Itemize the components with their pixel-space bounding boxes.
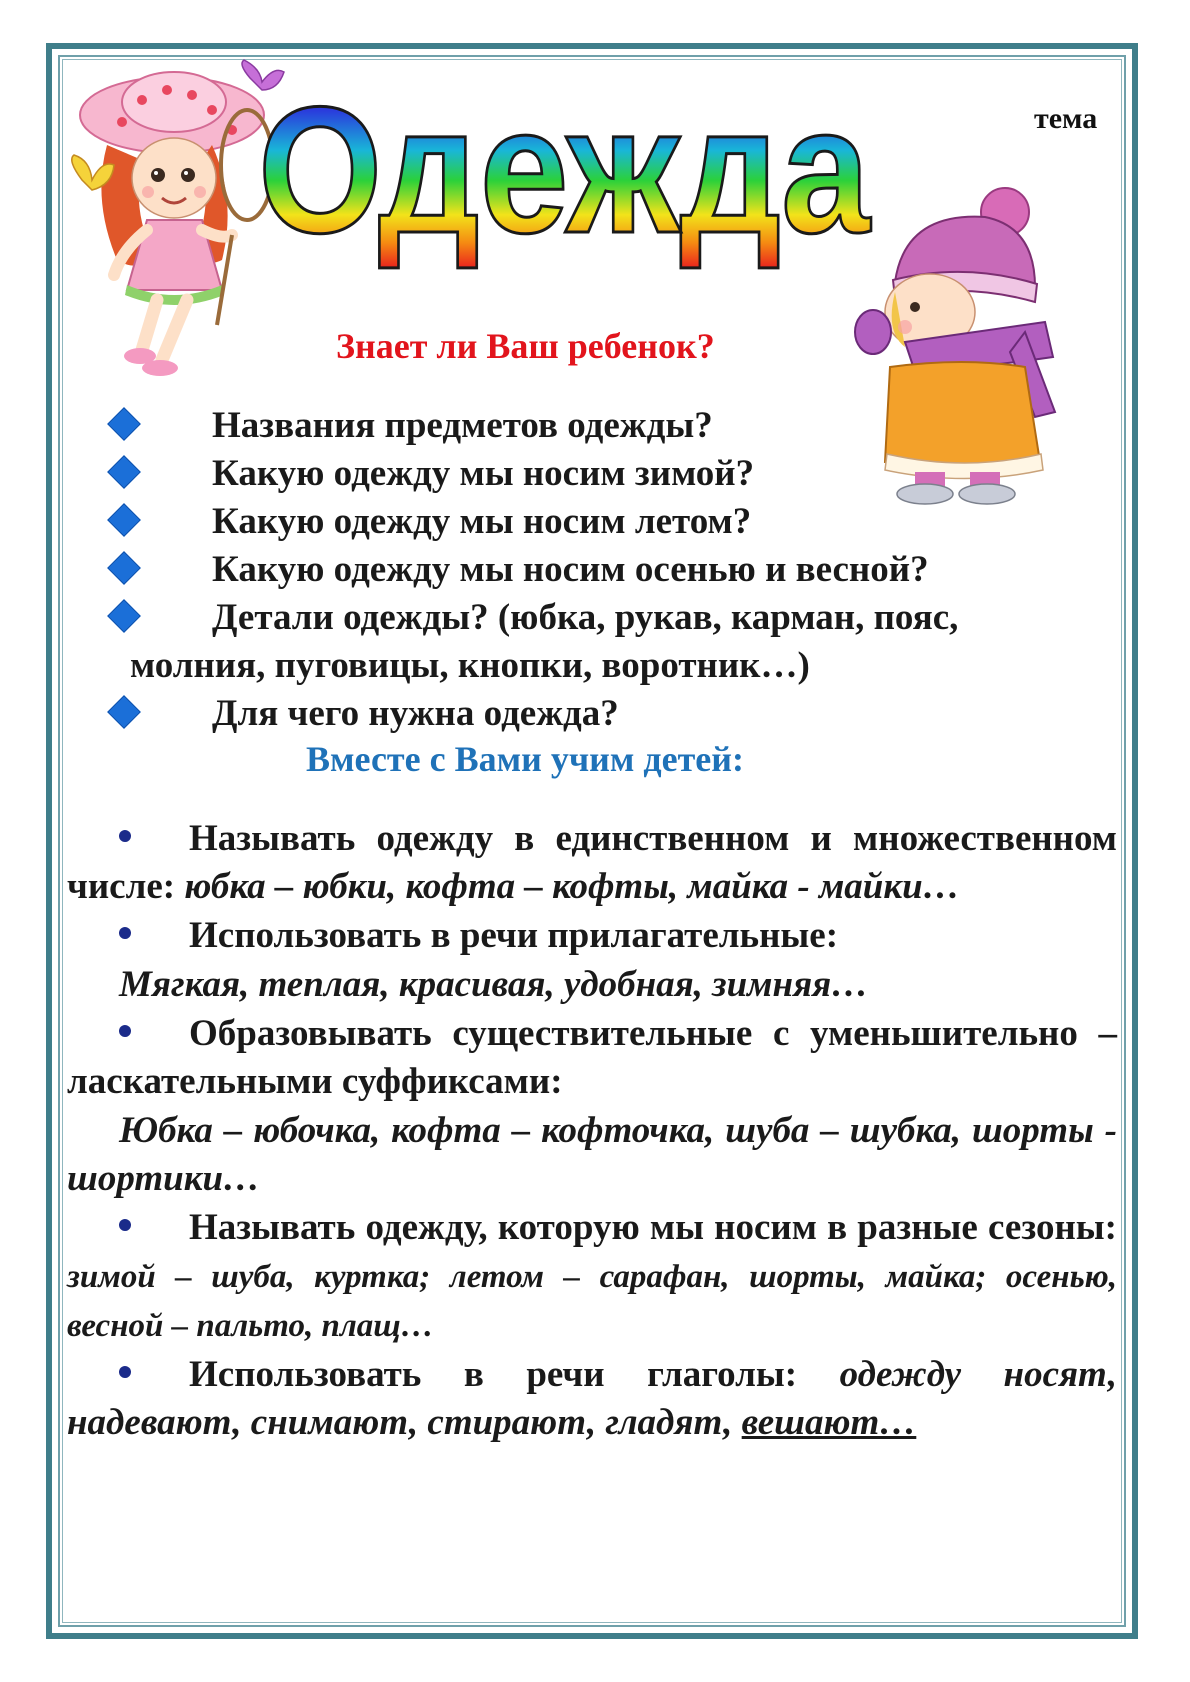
section-heading-does-your-child-know: Знает ли Ваш ребенок? [336, 326, 715, 366]
teaching-item-3 [67, 1010, 1117, 1106]
teaching-item-1 [67, 815, 1117, 911]
teaching-item-5 [67, 1351, 1117, 1447]
question-text: Детали одежды? (юбка, рукав, карман, пояс, [212, 597, 959, 638]
teaching-item-4 [67, 1204, 1117, 1350]
teaching-item-2-examples [67, 961, 1117, 1009]
bullet-dot-icon [119, 1366, 131, 1378]
bullet-dot-icon [119, 927, 131, 939]
item-examples: Юбка – юбочка, кофта – кофточка, шуба – шубка, шорты - шортики… [67, 1110, 1117, 1199]
diamond-bullet-icon [107, 407, 141, 441]
list-item [90, 546, 1130, 594]
question-text: Для чего нужна одежда? [212, 693, 619, 734]
item-lead-text: Использовать в речи глаголы: [189, 1354, 798, 1395]
teaching-items [67, 815, 1117, 1448]
bullet-dot-icon [119, 1025, 131, 1037]
teaching-item-2 [67, 912, 1117, 960]
item-examples: Мягкая, теплая, красивая, удобная, зимняя… [119, 964, 869, 1005]
list-item [90, 402, 1130, 450]
bullet-dot-icon [119, 1219, 131, 1231]
list-item [90, 450, 1130, 498]
rainbow-title [258, 70, 878, 282]
diamond-bullet-icon [107, 695, 141, 729]
title-text: Одежда [258, 70, 872, 271]
question-list [90, 402, 1130, 738]
item-lead-text: Называть одежду в единственном и множественном числе: [67, 818, 1117, 907]
diamond-bullet-icon [107, 503, 141, 537]
item-examples: зимой – шуба, куртка; летом – сарафан, шорты, майка; осенью, весной – пальто, плащ… [67, 1259, 1117, 1344]
question-text: Какую одежду мы носим летом? [212, 501, 752, 542]
question-text: Какую одежду мы носим зимой? [212, 453, 755, 494]
item-examples: юбка – юбки, кофта – кофты, майка - майки… [184, 866, 960, 907]
question-text: Названия предметов одежды? [212, 405, 713, 446]
item-lead-text: Называть одежду, которую мы носим в разные сезоны: [189, 1207, 1117, 1248]
teaching-item-3-examples [67, 1107, 1117, 1203]
question-text-continuation: молния, пуговицы, кнопки, воротник…) [130, 645, 810, 686]
list-item [90, 594, 1130, 690]
list-item [90, 690, 1130, 738]
theme-label: тема [1034, 102, 1098, 135]
bullet-dot-icon [119, 830, 131, 842]
item-lead-text: Использовать в речи прилагательные: [189, 915, 839, 956]
diamond-bullet-icon [107, 455, 141, 489]
question-text: Какую одежду мы носим осенью и весной? [212, 549, 929, 590]
item-examples: одежду носят, надевают, снимают, стирают, гладят, [67, 1354, 1118, 1443]
item-lead-text: Образовывать существительные с уменьшительно – ласкательными суффиксами: [67, 1013, 1117, 1102]
section-heading-we-teach-together: Вместе с Вами учим детей: [306, 739, 744, 779]
list-item [90, 498, 1130, 546]
item-examples-end: вешают… [741, 1402, 917, 1443]
diamond-bullet-icon [107, 599, 141, 633]
diamond-bullet-icon [107, 551, 141, 585]
